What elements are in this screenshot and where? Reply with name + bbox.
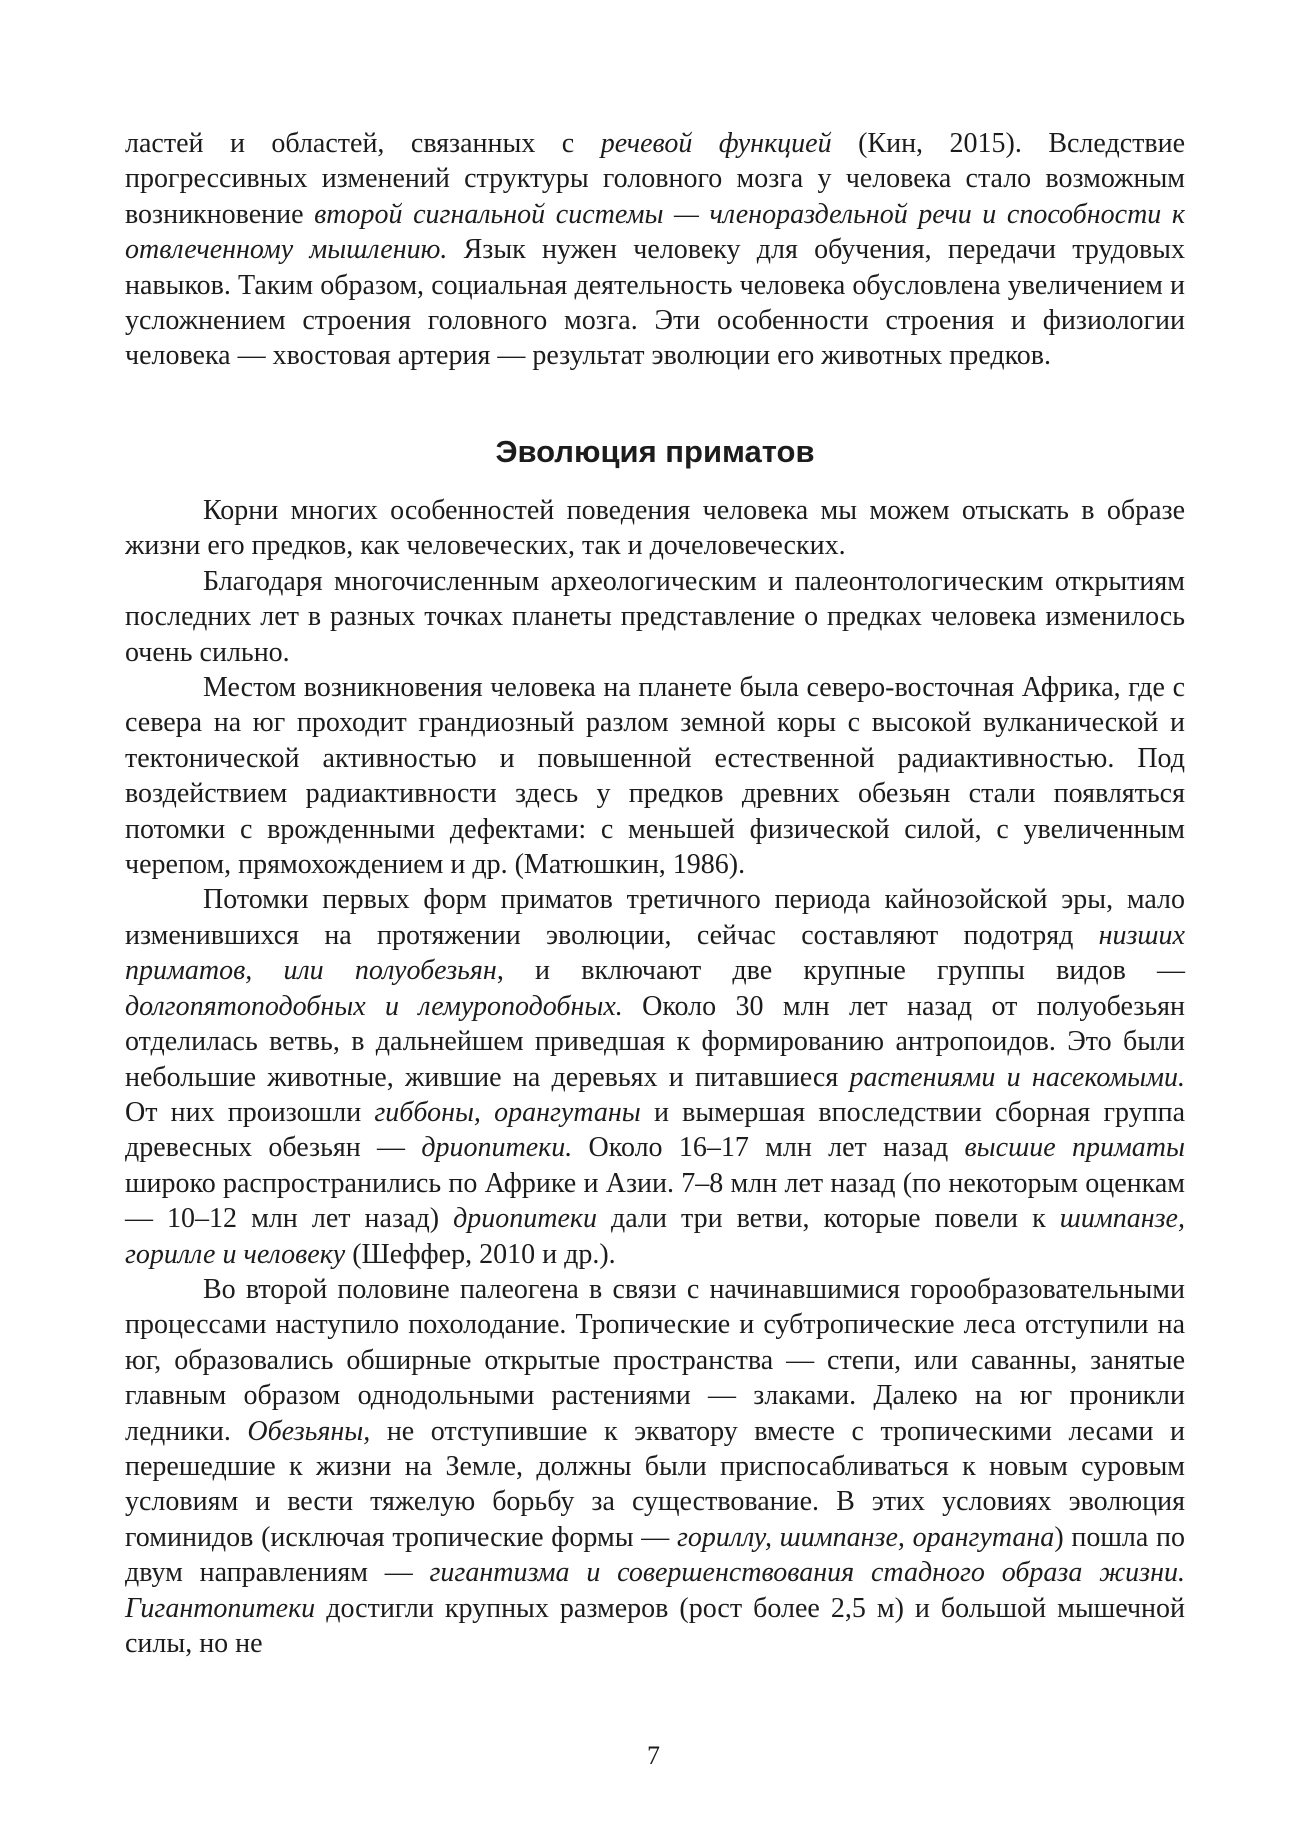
italic-term: второй сигнальной системы — членораздельной речи и способности к отвлеченному мышлению. (125, 198, 1185, 266)
text-run: не отступившие к экватору вместе с тропическими лесами и перешедшие к жизни на Земле, должны были приспосабливаться к новым суровым условиям и вести тяжелую борьбу за существование. В этих условиях эволюция гоминидов (исключая тропические формы — (125, 1415, 1185, 1553)
italic-term: дриопитеки (453, 1203, 597, 1235)
paragraph-5 (125, 1272, 1185, 1661)
italic-term: долгопятоподобных и лемуроподобных. (125, 990, 623, 1022)
paragraph-2: Благодаря многочисленным археологическим и палеонтологическим открытиям последних лет в разных точках планеты представление о предках человека изменилось очень сильно. (125, 565, 1185, 668)
italic-term: низших приматов, или полуобезьян (125, 919, 1185, 987)
text-run: широко распространились по Африке и Азии. 7–8 млн лет назад (по некоторым оценкам — 10–12 млн лет назад) (125, 1167, 1185, 1235)
text-run: (Кин, 2015). Вследствие прогрессивных изменений структуры головного мозга у человека стало возможным возникновение (125, 128, 1185, 230)
section-title: Эволюция приматов (495, 434, 815, 469)
italic-term: гориллу, шимпанзе, орангутана (676, 1521, 1055, 1553)
italic-term: речевой функцией (600, 128, 832, 159)
main-text-block (125, 493, 1185, 1661)
text-run: Язык нужен человеку для обучения, передачи трудовых навыков. Таким образом, социальная деятельность человека обусловлена увеличением и усложнением строения головного мозга. Эти особенности строения и физиологии человека — хвостовая артерия — результат эволюции его животных предков. (125, 234, 1185, 372)
paragraph-3: Местом возникновения человека на планете была северо-восточная Африка, где с севера на юг проходит грандиозный разлом земной коры с высокой вулканической и тектонической активностью и повышенной естественной радиактивностью. Под воздействием радиактивности здесь у предков древних обезьян стали появляться потомки с врожденными дефектами: с меньшей физической силой, с увеличенным черепом, прямохождением и др. (Матюшкин, 1986). (125, 672, 1185, 881)
paragraph-4 (125, 882, 1185, 1271)
text-run: Около 16–17 млн лет назад (572, 1132, 965, 1164)
italic-term: дриопитеки. (421, 1132, 573, 1164)
italic-term: гигантизма и совершенствования стадного образа жизни. Гигантопитеки (125, 1557, 1185, 1624)
text-run: Потомки первых форм приматов третичного периода кайнозойской эры, мало изменившихся на протяжении эволюции, сейчас составляют подотряд (125, 884, 1185, 951)
text-run: ластей и областей, связанных с (125, 128, 601, 159)
text-run: достигли крупных размеров (рост более 2,5 м) и большой мышечной силы, но не (125, 1592, 1185, 1659)
text-run: ) пошла по двум направлениям — (125, 1521, 1185, 1589)
text-run: , и включают две крупные группы видов — (496, 955, 1186, 987)
italic-term: высшие приматы (964, 1132, 1185, 1164)
text-run: дали три ветви, которые повели к (597, 1203, 1060, 1235)
page-number: 7 (647, 1741, 660, 1770)
italic-term: растениями и насекомыми. (849, 1061, 1185, 1093)
text-run: Около 30 млн лет назад от полуобезьян отделилась ветвь, в дальнейшем приведшая к формированию антропоидов. Это были небольшие животные, жившие на деревьях и питавшиеся (125, 990, 1185, 1093)
italic-term: гиббоны, орангутаны (374, 1096, 641, 1128)
text-run: От них произошли (125, 1096, 375, 1128)
text-run: и вымершая впоследствии сборная группа древесных обезьян — (125, 1096, 1186, 1164)
intro-text-block (125, 126, 1185, 374)
text-run: Во второй половине палеогена в связи с начинавшимися горообразовательными процессами наступило похолодание. Тропические и субтропические леса отступили на юг, образовались обширные открытые пространства — степи, или саванны, занятые главным образом однодольными растениями — злаками. Далеко на юг проникли ледники. (125, 1273, 1185, 1447)
paragraph-1: Корни многих особенностей поведения человека мы можем отыскать в образе жизни его предков, как человеческих, так и дочеловеческих. (125, 495, 1185, 562)
italic-term: Обезьяны, (247, 1415, 371, 1447)
intro-paragraph (125, 126, 1185, 374)
text-run: (Шеффер, 2010 и др.). (345, 1238, 616, 1270)
italic-term: шимпанзе, горилле и человеку (125, 1203, 1185, 1270)
